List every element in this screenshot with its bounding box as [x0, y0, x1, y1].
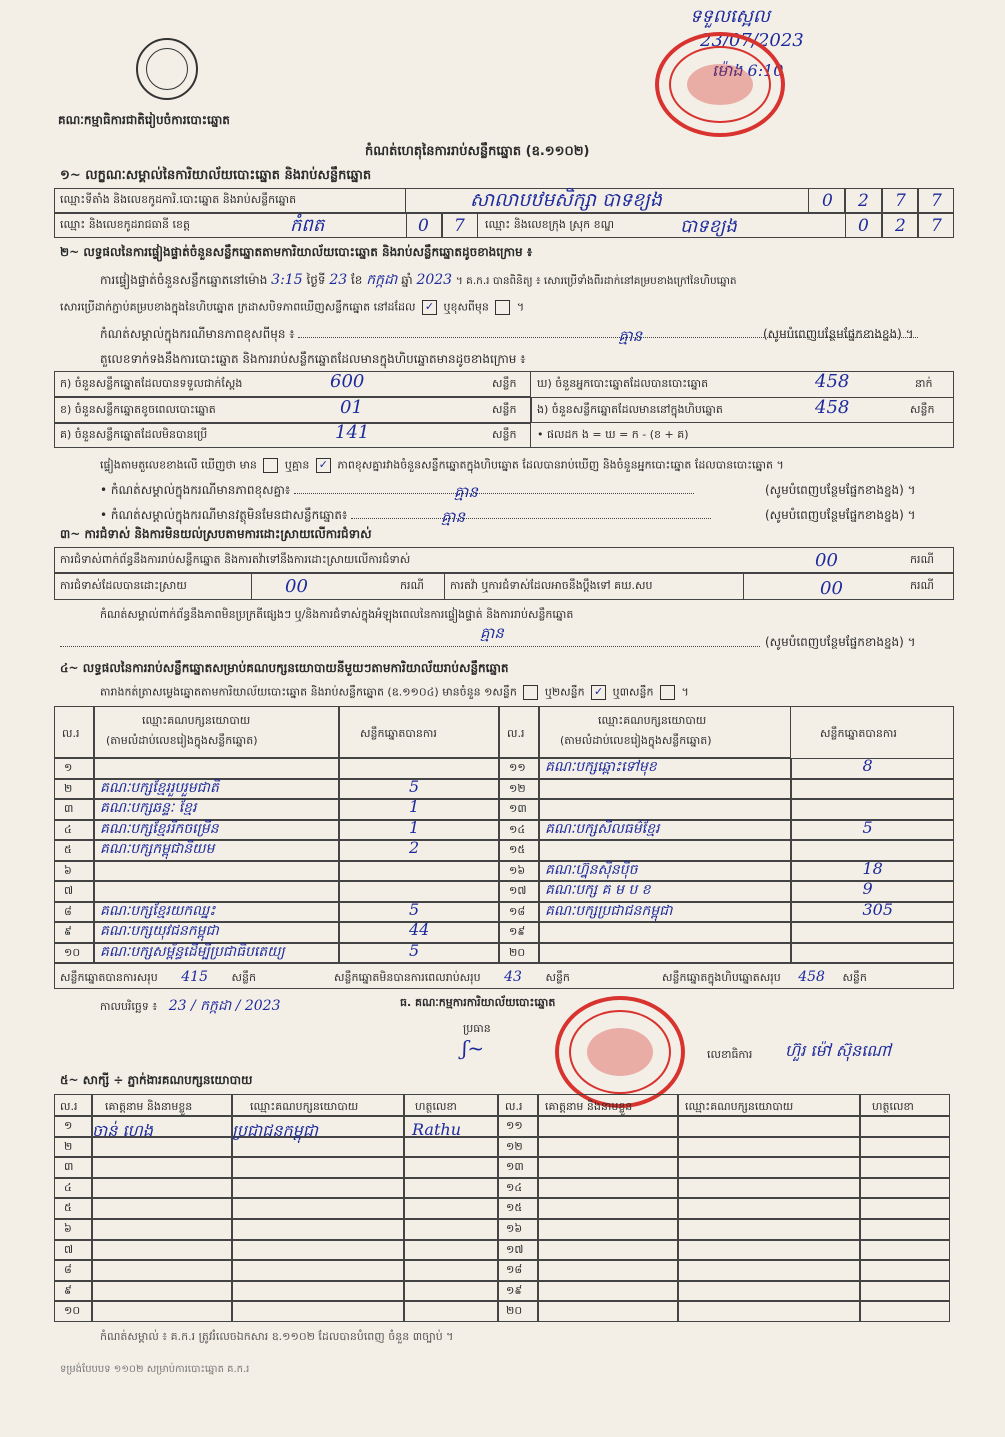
unused-ballots-label: គ) ចំនួនសន្លឹកឆ្នោតដែលមិនបានប្រើ	[60, 428, 208, 441]
back-hint: (សូមបំពេញបន្ថែមផ្នែកខាងខ្នង) ។	[763, 327, 914, 341]
nec-logo	[136, 38, 198, 100]
location-code-digit: 2	[858, 191, 869, 211]
col-no-header: ល.រ	[507, 727, 525, 740]
row-number: ៦	[64, 863, 72, 877]
tally-sheet-line: តារាងកត់ត្រាសម្លេងឆ្នោតតាមការិយាល័យបោះឆ្នោត និងរាប់សន្លឹកឆ្នោត (ឧ.១១០៤) មានចំនួន ១សន្លឹក ឬ២សន្លឹក ✓ ឬ៣សន្លឹក ។	[100, 685, 689, 699]
received-ballots-label: ក) ចំនួនសន្លឹកឆ្នោតដែលបានទទួលជាក់ស្តែង	[60, 377, 243, 390]
party-name: គណៈបក្សឆ្ពោះទៅមុខ	[545, 759, 657, 775]
commune-label: ឈ្មោះ និងលេខក្រុង ស្រុក ខណ្ឌ	[485, 218, 615, 231]
party-name: គណៈបក្សប្រជាជនកម្ពុជា	[545, 902, 673, 919]
committee-label: ធ. គណៈកម្មការការិយាល័យបោះឆ្នោត	[400, 996, 556, 1009]
witness-col-sign: ហត្ថលេខា	[415, 1100, 457, 1113]
footer-note: កំណត់សម្គាល់ ៖ គ.ក.រ ត្រូវរំលេចឯកសារ ឧ.១១០២ ដែលបានបំពេញ ចំនួន ៣ច្បាប់ ។	[100, 1330, 454, 1343]
total-in-box: សន្លឹកឆ្នោតក្នុងហិបឆ្នោតសរុប 458 សន្លឹក	[662, 969, 867, 985]
witness-col-no: ល.រ	[60, 1100, 78, 1113]
seal-line: សោរប្រើដាក់ភ្ជាប់គម្របខាងក្នុងនៃហិបឆ្នោត ក្រដាសបិទភាពឃើញសន្លឹកឆ្នោត នៅដដែល ✓ ឬខុសពីមុន ។	[60, 300, 525, 314]
location-label: ឈ្មោះទីតាំង និងលេខកូដការិ.បោះឆ្នោត និងរាប់សន្លឹកឆ្នោត	[60, 193, 297, 206]
row-number: ១៤	[506, 1180, 523, 1194]
received-date: 23/07/2023	[700, 30, 804, 51]
row-number: ១៧	[506, 1242, 524, 1256]
same-checkbox[interactable]: ✓	[422, 300, 437, 315]
witness-party: ប្រជាជនកម្ពុជា	[232, 1121, 319, 1140]
col-no-header: ល.រ	[62, 727, 80, 740]
party-name: គណៈបក្សកម្ពុជានិយម	[100, 841, 215, 857]
party-votes: 305	[862, 899, 894, 919]
verify-line: ការផ្ទៀងផ្ទាត់ចំនួនសន្លឹកឆ្នោតនៅម៉ោង 3:15 ថ្ងៃទី 23 ខែ កក្កដា ឆ្នាំ 2023 ។ គ.ក.រ បានពិនិត្យ ៖ សោរប្រើទាំងពីរដាក់នៅគម្របខាងក្រៅនៃហិបឆ្នោត	[100, 272, 737, 288]
party-votes: 8	[862, 756, 873, 775]
row-number: ៩	[64, 925, 72, 938]
row-number: ១៦	[509, 863, 526, 877]
section3-heading: ៣~ ការជំទាស់ និងការមិនយល់ស្របតាមការដោះស្រាយលើការជំទាស់	[60, 527, 372, 541]
verify-time: 3:15	[271, 272, 303, 288]
location-code-digit: 0	[822, 191, 833, 211]
verify-day: 23	[329, 272, 348, 288]
row-number: ១០	[64, 945, 81, 959]
row-number: ១៨	[506, 1263, 523, 1277]
party-name: គណៈបក្សសម្ព័ន្ធដើម្បីប្រជាធិបតេយ្យ	[100, 943, 285, 960]
back-hint: (សូមបំពេញបន្ថែមផ្នែកខាងខ្នង) ។	[765, 508, 916, 522]
row-number: ១៥	[509, 843, 526, 856]
ballots-in-box-label: ង) ចំនួនសន្លឹកឆ្នោតដែលមាននៅក្នុងហិបឆ្នោត	[537, 403, 723, 416]
received-note: ទទួលសេ្អល	[690, 6, 770, 27]
irregularity-note-value: គ្មាន	[480, 624, 504, 642]
figures-intro: តួលេខទាក់ទងនឹងការបោះឆ្នោត និងការរាប់សន្លឹកឆ្នោតដែលមានក្នុងហិបឆ្នោតមានដូចខាងក្រោម ៖	[100, 352, 526, 366]
row-number: ១១	[509, 761, 526, 774]
row-number: ១៣	[506, 1160, 524, 1174]
different-checkbox[interactable]	[495, 300, 510, 315]
difference-value: គ្មាន	[454, 483, 478, 501]
province-code-digit: 7	[454, 216, 465, 236]
resolved-value: 00	[285, 576, 308, 597]
spoiled-ballots-label: ខ) ចំនួនសន្លឹកឆ្នោតខូចពេលបោះឆ្នោត	[60, 403, 216, 416]
row-number: ៥	[64, 1201, 72, 1215]
voters-value: 458	[815, 371, 850, 392]
date-line: កាលបរិច្ឆេទ ៖ 23 / កក្កដា / 2023	[100, 998, 281, 1014]
date-value: 23 / កក្កដា / 2023	[168, 998, 281, 1014]
chair-label: ប្រធាន	[463, 1022, 491, 1035]
foreign-objects-value: គ្មាន	[441, 508, 465, 526]
row-number: ១៦	[506, 1222, 523, 1235]
witness-col-party: ឈ្មោះគណបក្សនយោបាយ	[685, 1100, 794, 1113]
total-valid-value: 415	[181, 969, 208, 985]
bullet-difference: • កំណត់សម្គាល់ក្នុងករណីមានភាពខុសគ្នា៖ គ្មាន	[100, 482, 694, 500]
two-sheet-checkbox[interactable]: ✓	[591, 685, 606, 700]
location-value: សាលាបឋមសិក្សា បាទខ្យង	[470, 189, 662, 211]
irregularity-note-label: កំណត់សម្គាល់ពាក់ព័ន្ធនឹងភាពមិនប្រក្រតីផ្សេងៗ ឬ/និងការជំទាស់ក្នុងអំឡុងពេលនៃការផ្ទៀងផ្ទាត់ និងការរាប់សន្លឹកឆ្នោត	[100, 608, 574, 621]
row-number: ៦	[64, 1222, 72, 1235]
witness-col-party: ឈ្មោះគណបក្សនយោបាយ	[250, 1100, 359, 1113]
official-stamp-bottom	[555, 996, 685, 1108]
official-stamp-top	[655, 32, 785, 137]
province-value: កំពត	[290, 215, 325, 236]
party-votes: 2	[409, 838, 420, 857]
spoiled-ballots-value: 01	[340, 397, 363, 418]
bullet-foreign-objects: • កំណត់សម្គាល់ក្នុងករណីមានវត្ថុមិនមែនជាសន្លឹកឆ្នោត៖ គ្មាន	[100, 507, 711, 525]
witness-col-sign: ហត្ថលេខា	[872, 1100, 914, 1113]
party-name: គណៈហ្វ៊ុនស៊ិនប៉ិច	[545, 861, 638, 878]
back-hint: (សូមបំពេញបន្ថែមផ្នែកខាងខ្នង) ។	[765, 635, 916, 649]
unit-label: ករណី	[400, 579, 424, 592]
party-votes: 44	[409, 920, 430, 939]
received-ballots-value: 600	[330, 371, 365, 392]
row-number: ២០	[506, 1304, 523, 1318]
row-number: ៨	[64, 1263, 72, 1277]
row-number: ១៥	[506, 1201, 523, 1215]
party-votes: 18	[862, 858, 883, 878]
received-time: ម៉ោង 6:10	[712, 61, 784, 80]
witness-col-name: គោត្តនាម និងនាមខ្លួន	[545, 1100, 633, 1113]
secretary-label: លេខាធិការ	[707, 1048, 753, 1061]
location-code-digit: 7	[895, 191, 906, 211]
chair-signature: ʃ~	[462, 1036, 485, 1060]
unit-label: សន្លឹក	[910, 403, 935, 416]
objection-label: ការជំទាស់ពាក់ព័ន្ធនឹងការរាប់សន្លឹកឆ្នោត និងការតវ៉ាទៅនឹងការដោះស្រាយលើការជំទាស់	[60, 553, 411, 566]
row-number: ៨	[64, 904, 72, 918]
no-difference-checkbox[interactable]: ✓	[316, 458, 331, 473]
col-party-header: ឈ្មោះគណបក្សនយោបាយ	[142, 714, 251, 727]
section1-heading: ១~ លក្ខណៈសម្គាល់នៃការិយាល័យបោះឆ្នោត និងរាប់សន្លឹកឆ្នោត	[60, 168, 372, 183]
total-valid: សន្លឹកឆ្នោតបានការសរុប 415 សន្លឹក	[60, 969, 256, 985]
row-number: ១	[64, 1119, 73, 1132]
party-votes: 1	[409, 817, 420, 837]
party-name: គណៈបក្សខ្មែររីកចម្រើន	[100, 820, 219, 837]
party-name: គណៈបក្សខ្មែរយកឈ្នះ	[100, 902, 216, 919]
party-name: គណៈបក្សយុវជនកម្ពុជា	[100, 923, 219, 939]
secretary-name: ហ៊ួរ ម៉ៅ ស៊ុនណៅ	[785, 1041, 891, 1060]
row-number: ១៩	[506, 1283, 523, 1297]
row-number: ៣	[64, 802, 74, 815]
row-number: ១៣	[509, 802, 527, 815]
unit-label: សន្លឹក	[492, 428, 517, 441]
change-note: កំណត់សម្គាល់ក្នុងករណីមានភាពខុសពីមុន ៖ គ្មាន	[100, 326, 918, 344]
match-line: ផ្ទៀងតាមតួលេខខាងលើ ឃើញថា មាន ឬគ្មាន ✓ ភាពខុសគ្នារវាងចំនួនសន្លឹកឆ្នោតក្នុងហិបឆ្នោត ដែលបានរាប់ឃើញ និងចំនួនអ្នកបោះឆ្នោត ដែលបានបោះឆ្នោត ។	[100, 458, 784, 472]
col-party-header: ឈ្មោះគណបក្សនយោបាយ	[598, 714, 707, 727]
back-hint: (សូមបំពេញបន្ថែមផ្នែកខាងខ្នង) ។	[765, 483, 916, 497]
row-number: ៥	[64, 843, 72, 856]
party-votes: 5	[409, 899, 420, 919]
party-votes: 5	[409, 940, 420, 960]
unit-label: សន្លឹក	[492, 403, 517, 416]
voters-label: ឃ) ចំនួនអ្នកបោះឆ្នោតដែលបានបោះឆ្នោត	[537, 377, 709, 390]
party-name: គណៈបក្សសីលធម៌ខ្មែរ	[545, 820, 660, 837]
total-invalid: សន្លឹកឆ្នោតមិនបានការពេលរាប់សរុប 43 សន្លឹក	[334, 969, 570, 985]
party-votes: 5	[409, 776, 420, 796]
row-number: ១៨	[509, 904, 526, 918]
objection-value: 00	[815, 550, 838, 571]
party-votes: 1	[409, 797, 420, 816]
party-votes: 9	[862, 879, 873, 898]
section2-heading: ២~ លទ្ធផលនៃការផ្ទៀងផ្ទាត់ចំនួនសន្លឹកឆ្នោតតាមការិយាល័យបោះឆ្នោត និងរាប់សន្លឹកឆ្នោតដូចខាងក្រោម ៖	[60, 245, 533, 259]
row-number: ១១	[506, 1119, 523, 1132]
org-name: គណៈកម្មាធិការជាតិរៀបចំការបោះឆ្នោត	[58, 113, 230, 127]
one-sheet-checkbox[interactable]	[523, 685, 538, 700]
location-code-digit: 7	[931, 191, 942, 211]
row-number: ១	[64, 761, 73, 774]
witness-col-name: គោត្តនាម និងនាមខ្លួន	[105, 1100, 193, 1113]
party-name: គណៈបក្សឆន្ទៈ ខ្មែរ	[100, 800, 197, 816]
row-number: ៤	[64, 822, 72, 836]
witness-col-no: ល.រ	[505, 1100, 523, 1113]
verify-year: 2023	[416, 272, 453, 288]
three-sheet-checkbox[interactable]	[660, 685, 675, 700]
party-votes: 5	[862, 817, 873, 837]
col-party-subheader: (តាមលំដាប់លេខរៀងក្នុងសន្លឹកឆ្នោត)	[106, 734, 258, 747]
row-number: ១៩	[509, 925, 526, 938]
unused-ballots-value: 141	[335, 422, 370, 443]
appeal-value: 00	[820, 578, 843, 599]
row-number: ១២	[506, 1139, 523, 1153]
unit-label: ករណី	[910, 553, 934, 566]
col-votes-header: សន្លឹកឆ្នោតបានការ	[820, 727, 897, 740]
province-label: ឈ្មោះ និងលេខកូដរាជធានី ខេត្ត	[60, 218, 190, 231]
witness-name: ចាន់ ហេង	[92, 1121, 153, 1140]
ballots-in-box-value: 458	[815, 397, 850, 418]
resolved-label: ការជំទាស់ដែលបានដោះស្រាយ	[60, 579, 187, 592]
row-number: ១២	[509, 781, 526, 795]
commune-value: បាទខ្យង	[680, 216, 737, 237]
change-note-value: គ្មាន	[618, 327, 643, 345]
form-title: កំណត់ហេតុនៃការរាប់សន្លឹកឆ្នោត (ឧ.១១០២)	[365, 144, 590, 159]
row-number: ១៤	[509, 822, 526, 836]
party-name: គណៈបក្សខ្មែររួបរួមជាតិ	[100, 779, 219, 796]
row-number: ២	[64, 781, 73, 795]
unit-label: នាក់	[915, 377, 933, 390]
row-number: ២០	[509, 945, 526, 959]
commune-code-digit: 0	[858, 216, 869, 236]
verify-month: កក្កដា	[366, 272, 398, 288]
row-number: ៧	[64, 884, 74, 897]
total-in-box-value: 458	[798, 969, 825, 985]
row-number: ៧	[64, 1242, 74, 1256]
col-party-subheader: (តាមលំដាប់លេខរៀងក្នុងសន្លឹកឆ្នោត)	[560, 734, 712, 747]
footer-print: ទម្រង់បែបបទ ១១០២ សម្រាប់ការបោះឆ្នោត គ.ក.រ	[60, 1364, 250, 1375]
section5-heading: ៥~ សាក្សី ÷ ភ្នាក់ងារគណបក្សនយោបាយ	[60, 1073, 253, 1087]
irregularity-note-line	[60, 634, 760, 647]
party-name: គណៈបក្ស គ ម ប ខ	[545, 882, 651, 898]
row-number: ៤	[64, 1180, 72, 1194]
appeal-label: ការតវ៉ា ឬការជំទាស់ដែលអាចនឹងប្តឹងទៅ គឃ.សប	[450, 579, 653, 592]
unit-label: ករណី	[910, 579, 934, 592]
row-number: ២	[64, 1139, 73, 1153]
row-number: ៣	[64, 1160, 74, 1174]
commune-code-digit: 7	[931, 216, 942, 236]
row-number: ៩	[64, 1283, 72, 1297]
section4-heading: ៤~ លទ្ធផលនៃការរាប់សន្លឹកឆ្នោតសម្រាប់គណបក្សនយោបាយនីមួយៗតាមការិយាល័យរាប់សន្លឹកឆ្នោត	[60, 661, 509, 675]
formula-label: • ផលដក ង = ឃ = ក - (ខ + គ)	[537, 428, 689, 441]
total-invalid-value: 43	[504, 969, 522, 985]
col-votes-header: សន្លឹកឆ្នោតបានការ	[360, 727, 437, 740]
commune-code-digit: 2	[895, 216, 906, 236]
unit-label: សន្លឹក	[492, 377, 517, 390]
province-code-digit: 0	[418, 216, 429, 236]
witness-signature: Rathu	[412, 1120, 461, 1139]
row-number: ១៧	[509, 884, 527, 897]
has-difference-checkbox[interactable]	[263, 458, 278, 473]
row-number: ១០	[64, 1304, 81, 1318]
